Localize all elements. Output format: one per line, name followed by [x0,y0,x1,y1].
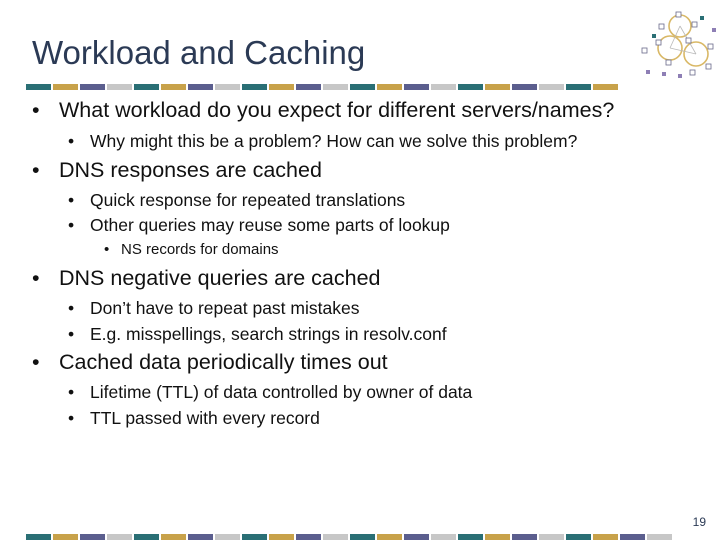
list-item [68,298,359,319]
list-item [32,266,381,291]
list-item [68,190,405,211]
bullet-marker: • [32,98,40,122]
bullet-marker: • [68,298,75,318]
bullet-text: Other queries may reuse some parts of lookup [90,215,450,235]
bullet-text: E.g. misspellings, search strings in resolv.conf [90,324,447,344]
slide-title: Workload and Caching [32,34,366,71]
bullet-marker: • [68,408,75,428]
list-item [32,98,614,123]
bullet-text: DNS responses are cached [59,158,322,182]
bullet-text: TTL passed with every record [90,408,320,428]
bullet-text: What workload do you expect for different servers/names? [59,98,615,122]
list-item [68,408,320,429]
bullet-marker: • [32,266,40,290]
list-item [32,350,388,375]
bullet-text: Cached data periodically times out [59,350,388,374]
bullet-marker: • [104,241,110,258]
list-item [68,324,447,345]
bullet-marker: • [68,131,75,151]
page-number: 19 [692,515,706,529]
list-item [68,131,577,152]
list-item [32,158,322,183]
bullet-text: Why might this be a problem? How can we solve this problem? [90,131,578,151]
list-item [104,241,279,258]
bullet-marker: • [32,350,40,374]
footer-band [26,534,674,540]
bullet-text: Quick response for repeated translations [90,190,406,210]
bullet-marker: • [68,382,75,402]
bullet-text: NS records for domains [121,241,279,258]
bullet-text: Don’t have to repeat past mistakes [90,298,360,318]
bullet-marker: • [68,215,75,235]
bullet-text: Lifetime (TTL) of data controlled by owner of data [90,382,473,402]
bullet-marker: • [68,190,75,210]
bullet-marker: • [68,324,75,344]
list-item [68,215,450,236]
list-item [68,382,472,403]
bullet-text: DNS negative queries are cached [59,266,381,290]
bullet-marker: • [32,158,40,182]
